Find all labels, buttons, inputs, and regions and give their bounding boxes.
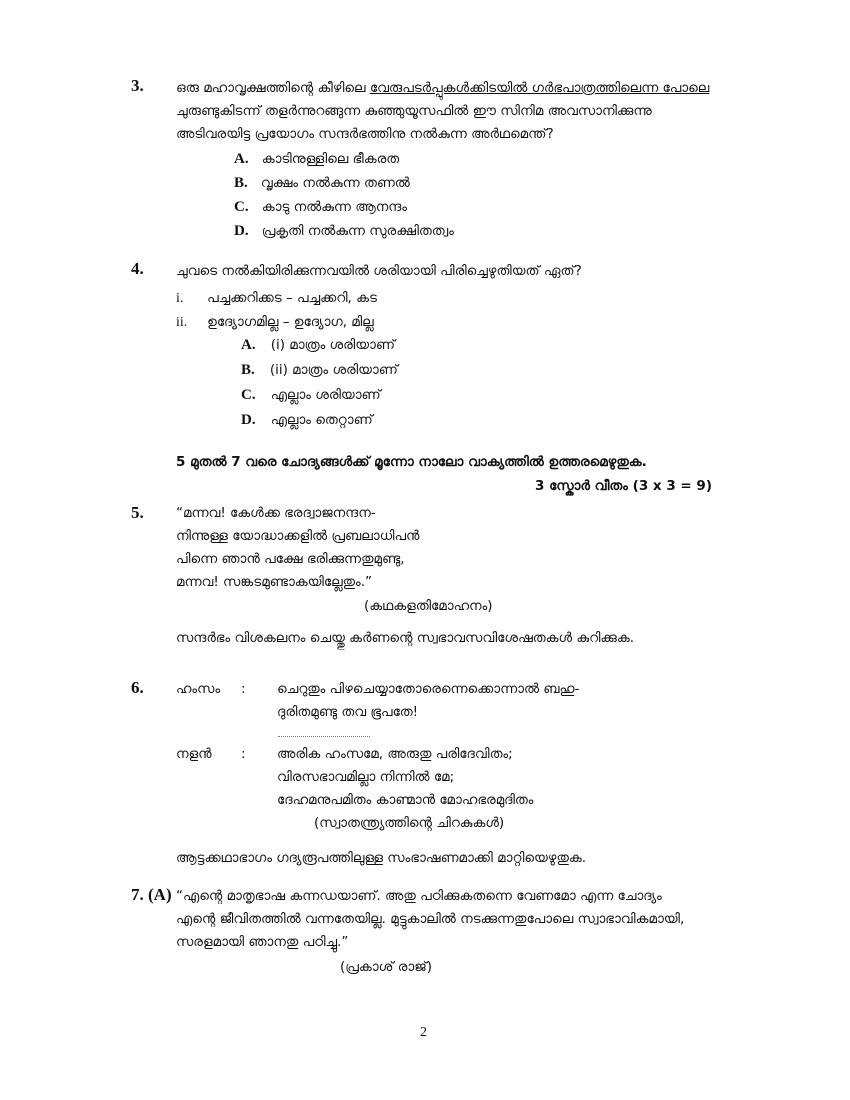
- q5-task: സന്ദർഭം വിശകലനം ചെയ്തു കർണന്റെ സ്വഭാവസവിശേഷതകൾ കുറിക്കുക.: [176, 630, 634, 646]
- q7-line-2: എന്റെ ജീവിതത്തിൽ വന്നതേയില്ല. മുട്ടുകാലിൽ നടക്കുന്നതുപോലെ സ്വാഭാവികമായി,: [176, 911, 685, 927]
- q6-task: ആട്ടക്കഥാഭാഗം ഗദ്യരൂപത്തിലുള്ള സംഭാഷണമാക്കി മാറ്റിയെഴുതുക.: [176, 850, 587, 866]
- option-text: വൃക്ഷം നൽകുന്ന തണൽ: [260, 175, 410, 191]
- option-letter: D.: [234, 223, 249, 239]
- roman-numeral: ii.: [176, 315, 188, 330]
- question-number-5: 5.: [131, 503, 144, 522]
- q4-option-b: [241, 359, 398, 379]
- question-number-6: 6.: [131, 678, 144, 697]
- item-text: ഉദ്യോഗമില്ല – ഉദ്യോഗ, മില്ല: [207, 314, 374, 330]
- q6-hamsam-line-2: ദുരിതമുണ്ടു തവ ഭൂപതേ!: [277, 704, 419, 720]
- q6-source: (സ്വാതന്ത്ര്യത്തിന്റെ ചിറകുകൾ): [314, 815, 505, 831]
- q6-speaker-colon: :: [241, 746, 246, 762]
- option-letter: C.: [241, 387, 256, 403]
- q6-nalan-line-2: വിരസഭാവമില്ലാ നിന്നിൽ മേ;: [277, 769, 455, 785]
- q4-option-c: [241, 384, 381, 404]
- q3-option-d: [234, 220, 454, 240]
- option-letter: A.: [241, 337, 256, 353]
- option-text: കാടിനുള്ളിലെ ഭീകരത: [261, 151, 400, 167]
- q5-verse-line-2: നിന്നുള്ള യോദ്ധാക്കളിൽ പ്രബലാധിപൻ: [176, 528, 420, 544]
- option-text: എല്ലാം തെറ്റാണ്: [270, 412, 373, 428]
- question-number-7a: 7. (A): [131, 885, 172, 904]
- q3-line-2: ചുരുണ്ടുകിടന്ന് തളർന്നുറങ്ങുന്ന കുഞ്ഞുയൂസഫിൽ ഈ സിനിമ അവസാനിക്കുന്നു: [176, 103, 652, 119]
- option-text: പ്രകൃതി നൽകുന്ന സുരക്ഷിതത്വം: [261, 223, 454, 239]
- q3-line-1: [176, 80, 709, 96]
- q6-speaker-colon: :: [241, 681, 246, 697]
- q3-option-a: [234, 148, 399, 168]
- item-text: പച്ചക്കറിക്കട – പച്ചക്കറി, കട: [207, 290, 377, 306]
- page-number: 2: [420, 1025, 427, 1040]
- q5-verse-line-1: “മന്നവ! കേൾക്ക ഭരദ്വാജനന്ദന-: [176, 505, 376, 521]
- q7-source: (പ്രകാശ് രാജ്): [340, 959, 433, 975]
- q6-speaker-hamsam: ഹംസം: [176, 681, 221, 697]
- q7-line-3: സരളമായി ഞാനതു പഠിച്ചു.”: [176, 934, 349, 950]
- q5-verse-line-4: മന്നവ! സങ്കടമുണ്ടാകയില്ലേതും.”: [176, 574, 372, 590]
- q3-line-1-text: ഒരു മഹാവൃക്ഷത്തിന്റെ കീഴിലെ: [176, 80, 370, 96]
- option-text: കാടു നൽകുന്ന ആനന്ദം: [261, 199, 407, 215]
- q3-option-b: [234, 172, 410, 192]
- q6-hamsam-line-1: ചെറുതും പിഴചെയ്യാതോരെന്നെക്കൊന്നാൽ ബഹു-: [277, 681, 580, 697]
- q4-question: ചുവടെ നൽകിയിരിക്കുന്നവയിൽ ശരിയായി പിരിച്ചെഴുതിയത് ഏത്?: [176, 263, 582, 279]
- q6-speaker-nalan: നളൻ: [176, 746, 212, 762]
- ellipsis-dotted-line: [278, 736, 370, 737]
- q3-underlined-phrase: വേരുപടർപ്പുകൾക്കിടയിൽ ഗർഭപാത്രത്തിലെന്ന പോലെ: [369, 80, 710, 96]
- q4-option-d: [241, 409, 373, 429]
- q3-line-3: അടിവരയിട്ട പ്രയോഗം സന്ദർഭത്തിനു നൽകുന്ന അർഥമെന്ത്?: [176, 126, 554, 142]
- option-text: എല്ലാം ശരിയാണ്: [270, 387, 381, 403]
- option-letter: B.: [234, 175, 248, 191]
- option-letter: C.: [234, 199, 249, 215]
- option-text: (ii) മാത്രം ശരിയാണ്: [269, 362, 398, 378]
- option-text: (i) മാത്രം ശരിയാണ്: [270, 337, 395, 353]
- roman-numeral: i.: [176, 291, 184, 306]
- section-instruction: 5 മുതൽ 7 വരെ ചോദ്യങ്ങൾക്ക് മൂന്നോ നാലോ വാക്യത്തിൽ ഉത്തരമെഴുതുക.: [176, 454, 647, 470]
- section-score: 3 സ്കോർ വീതം (3 x 3 = 9): [535, 478, 712, 494]
- question-number-4: 4.: [131, 259, 144, 278]
- q4-item-ii: [176, 311, 374, 331]
- q4-option-a: [241, 334, 395, 354]
- q7-line-1: “എന്റെ മാതൃഭാഷ കന്നഡയാണ്. അതു പഠിക്കുകതന്നെ വേണമോ എന്ന ചോദ്യം: [176, 888, 662, 904]
- q6-nalan-line-1: അരിക ഹംസമേ, അരുതു പരിദേവിതം;: [277, 746, 513, 762]
- q3-option-c: [234, 196, 407, 216]
- q5-verse-line-3: പിന്നെ ഞാൻ പക്ഷേ ഭരിക്കുന്നതുമുണ്ടു,: [176, 551, 405, 567]
- question-number-3: 3.: [131, 76, 144, 95]
- q4-item-i: [176, 287, 377, 307]
- option-letter: B.: [241, 362, 255, 378]
- q6-nalan-line-3: ദേഹമനുപമിതം കാണ്മാൻ മോഹഭരമുദിതം: [277, 792, 534, 808]
- option-letter: A.: [234, 151, 249, 167]
- option-letter: D.: [241, 412, 256, 428]
- q5-source: (കഥകളതിമോഹനം): [364, 598, 493, 614]
